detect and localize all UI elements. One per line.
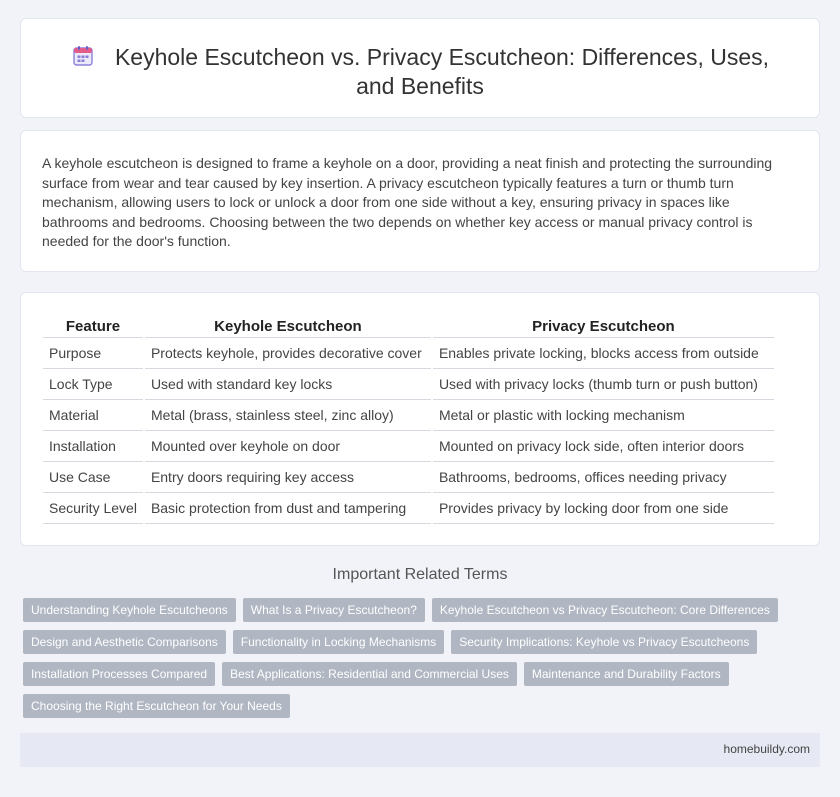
tag-row (23, 662, 823, 686)
table-cell: Provides privacy by locking door from one side (432, 493, 774, 524)
table-cell: Use Case (43, 462, 144, 493)
tag-row (23, 694, 823, 718)
comparison-table (43, 315, 774, 524)
intro-paragraph: A keyhole escutcheon is designed to frame a keyhole on a door, providing a neat finish and protecting the surrounding surface from wear and tear caused by key insertion. A privacy escutcheon typically features a turn or thumb turn mechanism, allowing users to lock or unlock a door from one side without a key, ensuring privacy in spaces like bathrooms and bedrooms. Choosing between the two depends on whether key access or manual privacy control is needed for the door's function. (42, 155, 773, 250)
related-term-tag[interactable]: Keyhole Escutcheon vs Privacy Escutcheon: Core Differences (432, 598, 778, 622)
table-cell: Mounted over keyhole on door (144, 431, 432, 462)
table-cell: Purpose (43, 338, 144, 369)
related-term-tag[interactable]: Design and Aesthetic Comparisons (23, 630, 226, 654)
table-row (43, 493, 774, 524)
table-cell: Metal or plastic with locking mechanism (432, 400, 774, 431)
related-term-tag[interactable]: Understanding Keyhole Escutcheons (23, 598, 236, 622)
related-term-tag[interactable]: Security Implications: Keyhole vs Privacy Escutcheons (451, 630, 757, 654)
table-cell: Used with privacy locks (thumb turn or push button) (432, 369, 774, 400)
table-row (43, 369, 774, 400)
column-header-feature: Feature (43, 315, 144, 338)
related-term-tag[interactable]: Functionality in Locking Mechanisms (233, 630, 444, 654)
table-row (43, 462, 774, 493)
page-title-row (21, 43, 819, 101)
table-cell: Installation (43, 431, 144, 462)
table-row (43, 338, 774, 369)
intro-card (20, 130, 820, 272)
table-cell: Basic protection from dust and tampering (144, 493, 432, 524)
calendar-icon (71, 44, 95, 68)
table-row (43, 431, 774, 462)
column-header-privacy: Privacy Escutcheon (432, 315, 774, 338)
related-term-tag[interactable]: Choosing the Right Escutcheon for Your Needs (23, 694, 290, 718)
tag-row (23, 598, 823, 622)
related-term-tag[interactable]: Maintenance and Durability Factors (524, 662, 729, 686)
table-cell: Entry doors requiring key access (144, 462, 432, 493)
table-cell: Security Level (43, 493, 144, 524)
related-term-tag[interactable]: Best Applications: Residential and Commercial Uses (222, 662, 517, 686)
header-card (20, 18, 820, 118)
comparison-table-card (20, 292, 820, 546)
tag-row (23, 630, 823, 654)
table-cell: Protects keyhole, provides decorative cover (144, 338, 432, 369)
related-term-tag[interactable]: Installation Processes Compared (23, 662, 215, 686)
table-header-row (43, 315, 774, 338)
table-row (43, 400, 774, 431)
table-cell: Lock Type (43, 369, 144, 400)
related-terms-tags (23, 598, 823, 726)
table-cell: Bathrooms, bedrooms, offices needing privacy (432, 462, 774, 493)
table-cell: Metal (brass, stainless steel, zinc alloy) (144, 400, 432, 431)
footer-site-link[interactable]: homebuildy.com (723, 742, 810, 756)
column-header-keyhole: Keyhole Escutcheon (144, 315, 432, 338)
related-terms-heading: Important Related Terms (332, 566, 508, 583)
table-cell: Enables private locking, blocks access from outside (432, 338, 774, 369)
table-cell: Used with standard key locks (144, 369, 432, 400)
related-term-tag[interactable]: What Is a Privacy Escutcheon? (243, 598, 425, 622)
table-cell: Material (43, 400, 144, 431)
table-cell: Mounted on privacy lock side, often interior doors (432, 431, 774, 462)
page-title: Keyhole Escutcheon vs. Privacy Escutcheon: Differences, Uses, and Benefits (114, 44, 770, 99)
footer (20, 733, 820, 767)
